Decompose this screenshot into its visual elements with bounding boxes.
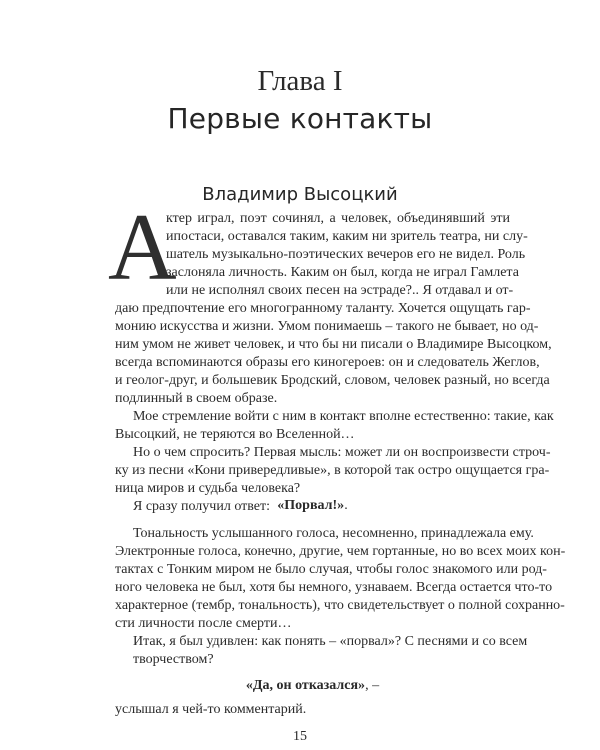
quote-line [115,676,510,695]
chapter-title: Первые контакты [167,102,433,135]
text-line: сти личности после смерти… [115,616,292,631]
text-line: ку из песни «Кони привередливые», в которой так остро ощущается гра- [115,463,550,478]
text-line: Высоцкий, не теряются во Вселенной… [115,427,355,442]
text-line: творчеством? [133,652,214,667]
text-line: ктер играл, поэт сочинял, а человек, объединявший эти [166,211,510,226]
chapter-label: Глава I [257,65,343,97]
quote-bold: «Да, он отказался» [245,678,366,693]
text-line: Мое стремление войти с ним в контакт вполне естественно: такие, как [133,409,554,424]
text-line: даю предпочтение его многогранному таланту. Хочется ощущать гар- [115,301,531,316]
text-line: ипостаси, оставался таким, каким ни зритель театра, ни слу- [166,229,528,244]
page-number: 15 [293,729,307,744]
section-title: Владимир Высоцкий [202,184,398,205]
text-line: Но о чем спросить? Первая мысль: может ли он воспроизвести строч- [133,445,551,460]
text-line: всегда вспоминаются образы его киногероев: он и следователь Жеглов, [115,355,540,370]
text-line: Я сразу получил ответ: [133,499,270,514]
text-line: и геолог-друг, и большевик Бродский, словом, человек разный, но всегда [115,373,550,388]
quote-tail: , – [365,678,380,693]
text-line: ница миров и судьба человека? [115,481,301,496]
text-line: или не исполнял своих песен на эстраде?.. Я отдавал и от- [166,283,514,298]
text-line: ним умом не живет человек, и что бы ни писали о Владимире Высоцком, [115,337,552,352]
text-line: ного человека не был, хотя бы немного, узнаваем. Всегда остается что-то [115,580,553,595]
text-line: тактах с Тонким миром не было случая, чтобы голос знакомого или род- [115,562,547,577]
text-line: Итак, я был удивлен: как понять – «порвал»? С песнями и со всем [133,634,528,649]
text-line: Электронные голоса, конечно, другие, чем гортанные, но во всех моих кон- [115,544,566,559]
text-line: характерное (тембр, тональность), что свидетельствует о полной сохранно- [115,598,565,613]
drop-cap: А [108,194,177,300]
text-line: монию искусства и жизни. Умом понимаешь – такого не бывает, но од- [115,319,539,334]
text-line: шатель музыкально-поэтических вечеров его не видел. Роль [166,247,526,262]
quote-bold: «Порвал!» [277,498,345,513]
quote-tail: . [344,498,348,513]
text-line: услышал я чей-то комментарий. [115,702,307,717]
quote-line [115,496,510,515]
text-line: заслоняла личность. Каким он был, когда не играл Гамлета [166,265,519,280]
text-line: Тональность услышанного голоса, несомненно, принадлежала ему. [133,526,534,541]
text-line: подлинный в своем образе. [115,391,278,406]
